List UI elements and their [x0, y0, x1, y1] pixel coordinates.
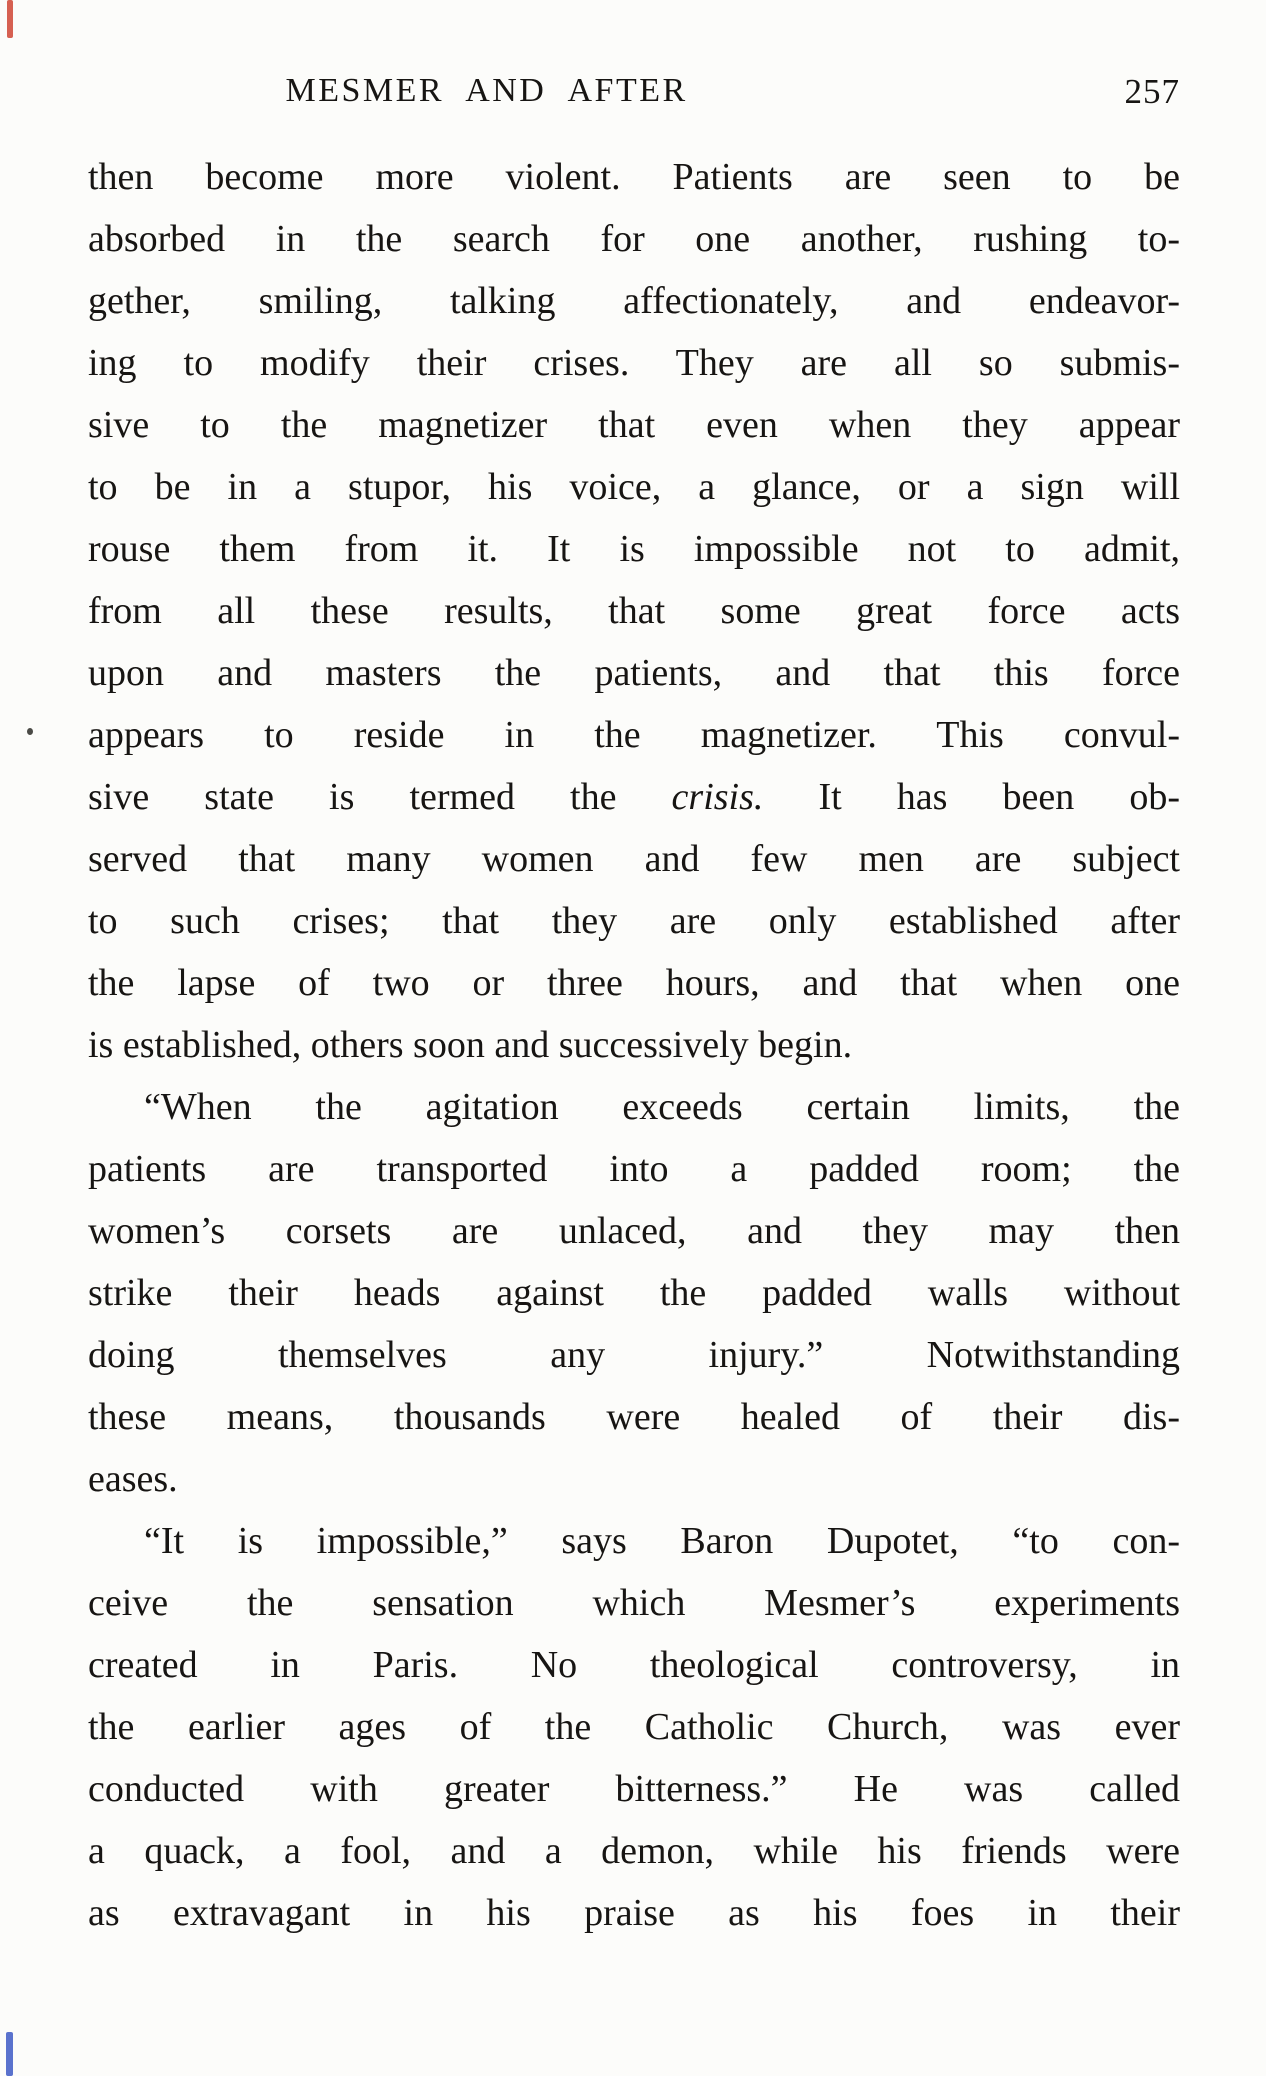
text-line — [88, 1882, 1180, 1944]
text-segment: conducted with greater bitterness.” He was called — [88, 1768, 1180, 1810]
scan-artifact-top — [7, 0, 13, 38]
text-line — [88, 208, 1180, 270]
text-line — [88, 146, 1180, 208]
text-segment: “When the agitation exceeds certain limits, the — [144, 1086, 1180, 1128]
scan-speck — [27, 728, 33, 735]
text-segment: served that many women and few men are subject — [88, 838, 1180, 880]
text-segment: women’s corsets are unlaced, and they may then — [88, 1210, 1180, 1252]
text-segment: eases. — [88, 1458, 178, 1500]
text-segment: these means, thousands were healed of their dis- — [88, 1396, 1180, 1438]
text-segment: rouse them from it. It is impossible not to admit, — [88, 528, 1180, 570]
text-line — [88, 456, 1180, 518]
page-number: 257 — [1124, 72, 1180, 111]
text-line — [88, 642, 1180, 704]
text-segment: the lapse of two or three hours, and that when one — [88, 962, 1180, 1004]
text-line — [88, 518, 1180, 580]
text-segment: absorbed in the search for one another, rushing to- — [88, 218, 1180, 260]
text-line — [88, 332, 1180, 394]
text-line — [88, 766, 1180, 828]
paragraph — [88, 1510, 1180, 1944]
scan-artifact-bottom — [6, 2032, 13, 2076]
text-segment: to be in a stupor, his voice, a glance, or a sign will — [88, 466, 1180, 508]
text-segment: sive state is termed the — [88, 776, 672, 818]
text-line — [88, 270, 1180, 332]
text-line — [88, 1324, 1180, 1386]
running-title: MESMER AND AFTER — [285, 72, 688, 109]
text-line — [88, 1758, 1180, 1820]
text-line — [88, 828, 1180, 890]
text-segment: a quack, a fool, and a demon, while his friends were — [88, 1830, 1180, 1872]
text-segment: doing themselves any injury.” Notwithstanding — [88, 1334, 1180, 1376]
text-segment: the earlier ages of the Catholic Church, was ever — [88, 1706, 1180, 1748]
text-line — [88, 952, 1180, 1014]
page-body — [88, 146, 1180, 1944]
text-line — [88, 1014, 1180, 1076]
page-header — [88, 72, 1180, 118]
text-line — [88, 890, 1180, 952]
text-segment: from all these results, that some great force acts — [88, 590, 1180, 632]
text-segment: appears to reside in the magnetizer. This convul- — [88, 714, 1180, 756]
text-line — [88, 1448, 1180, 1510]
text-line — [88, 1696, 1180, 1758]
text-segment: strike their heads against the padded walls without — [88, 1272, 1180, 1314]
text-segment: patients are transported into a padded room; the — [88, 1148, 1180, 1190]
text-segment: is established, others soon and successively begin. — [88, 1024, 853, 1066]
text-segment: ing to modify their crises. They are all so submis- — [88, 342, 1180, 384]
text-segment: sive to the magnetizer that even when they appear — [88, 404, 1180, 446]
text-line — [88, 1820, 1180, 1882]
text-line — [88, 1262, 1180, 1324]
text-line — [88, 1510, 1180, 1572]
text-segment: upon and masters the patients, and that this force — [88, 652, 1180, 694]
text-segment: created in Paris. No theological controversy, in — [88, 1644, 1180, 1686]
text-segment: as extravagant in his praise as his foes in their — [88, 1892, 1180, 1934]
text-segment: “It is impossible,” says Baron Dupotet, “to con- — [144, 1520, 1180, 1562]
text-segment: It has been ob- — [763, 776, 1180, 818]
text-line — [88, 580, 1180, 642]
text-segment: then become more violent. Patients are seen to be — [88, 156, 1180, 198]
text-line — [88, 1634, 1180, 1696]
text-line — [88, 1076, 1180, 1138]
text-line — [88, 1138, 1180, 1200]
text-line — [88, 1200, 1180, 1262]
text-line — [88, 394, 1180, 456]
text-segment: gether, smiling, talking affectionately, and endeavor- — [88, 280, 1180, 322]
text-line — [88, 704, 1180, 766]
text-line — [88, 1572, 1180, 1634]
text-segment: to such crises; that they are only established after — [88, 900, 1180, 942]
paragraph — [88, 1076, 1180, 1510]
text-line — [88, 1386, 1180, 1448]
italic-text: crisis. — [671, 776, 764, 818]
text-segment: ceive the sensation which Mesmer’s experiments — [88, 1582, 1180, 1624]
paragraph — [88, 146, 1180, 1076]
